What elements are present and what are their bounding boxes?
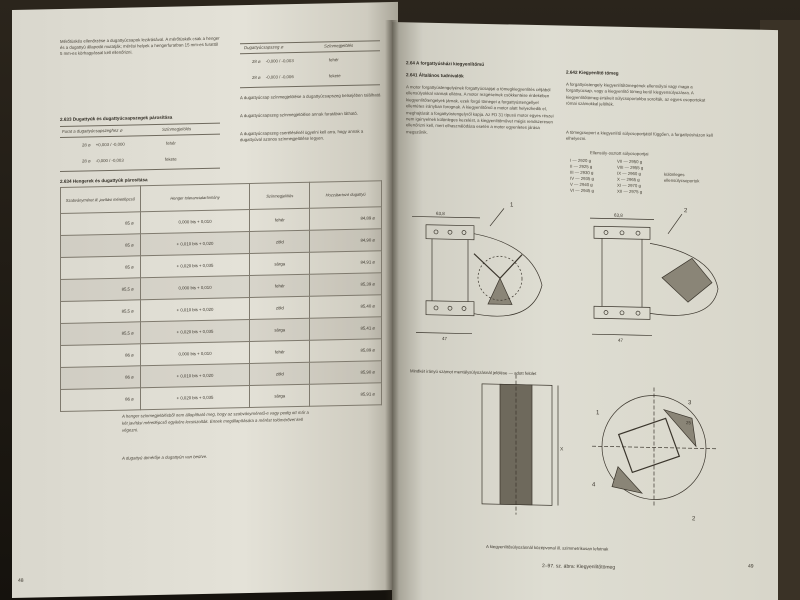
table-row [82,157,177,165]
table-row: 85,5 ⌀ + 0,020 bis + 0,035 sárga 85,41 ⌀ [61,317,382,346]
rule [240,84,380,88]
drawing-caption-top: Mindkét irányú számot mentálysúlyozásnál jelölése — adott felület [410,368,537,377]
section-2633-title: 2.633 Dugattyúk és dugattyúcsapszegek párosítása [60,114,173,122]
section-264-paragraph: A motor forgattyústengelyének forgattyúcsapjai a tömegkiegyenlítés céljából ellensúlyokkal vannak ellátva. A motor rezgéseinek csökkentése érdekében kiegyenlítőtengelyek járnak, ezek forgó tömegei a forgattyústengellyel ellentétes irányban forognak. A kiegyenlítőmű a motor alatt helyezkedik el, meghajtását a forgattyústengelyről kapja. Az FD 31 típusú motor egyes részei nem igényelnek különleges kezelést, a kiegyenlítőművet mégis rendszeresen ellenőrizni kell, mert elhasználódása esetén a motor egyenletes járása megszűnik. [406,84,554,135]
callout-number: 1 [596,410,600,417]
section-2642-para2: A tömegcsoport a kiegyenlítő súlycsoportjától függően, a forgattyúsházon kell elhelyezni. [566,129,713,142]
tolerance: -0,000 / -0,003 [95,157,124,164]
callout-number: 3 [688,400,692,407]
table-row [82,141,176,149]
table-row: 85 ⌀ 0,000 bis + 0,010 fehér 84,89 ⌀ [61,207,382,236]
special-groups-note: különleges ellensúlycsoportok [664,171,700,184]
section-2642-title: 2.642 Kiegyenlítő tömeg [566,69,619,76]
bore-value: 28 ⌀ [82,158,91,164]
weight-group-right: VII — 2950 g VIII — 2955 g IX — 2960 g X — 2965 g XI — 2970 g XII — 2975 g [617,158,644,195]
note-cylinder-marking: A henger színmegjelölésből nem állapítható meg, hogy az szabványméretű-e vagy pedig ott már a két javítási méretlépcső egyikére lecsiszolták. Ennek megállapítására a mérést tolómérővel kell végezni. [122,409,309,433]
section-2642-paragraph: A forgattyústengely kiegyenlítőtömegének ellensúlyai vagy maga a forgattyúcsap, vagy a kiegyenlítő tömeg kerül kiegyensúlyozásra. A kiegyenlítőtömeg értékeit súlycsoportokba sorolták, az egyes csoportokat római számokkal jelölték. [566,81,706,107]
callout-number: 4 [592,482,596,489]
note-piston-diameter: A dugattyú átmérője a dugattyún van beütve. [122,453,208,461]
balance-weight-drawing [392,192,778,580]
section-2633-col2: Színmegjelölés [162,126,192,132]
table-row: 86 ⌀ + 0,020 bis + 0,035 sárga 85,91 ⌀ [61,383,382,412]
drawing-part [432,239,468,302]
table-row: 86 ⌀ + 0,010 bis + 0,020 zöld 85,90 ⌀ [61,361,382,390]
section-2634-title: 2.634 Hengerek és dugattyúk párosítása [60,177,148,184]
rule [60,168,220,172]
column-header: Színmegjelölés [250,182,310,209]
book-gutter [385,20,399,600]
pin-col1: Dugattyúcsapszeg ⌀ [244,44,284,51]
column-header: Szabványméret ill. javítási méretlépcső [61,186,141,214]
intro-paragraph: Mérőtüskés ellenőrzése a dugattyúcsapok lezárásával. A mérőtüskék csak a henger és a dugattyú állapotát mutatják; mérési helyek a hengerfuratban 15 mm-es furattól 5 mm-es körhagyással kell ellenőrizni. [60,35,220,56]
rule [60,123,220,127]
hatched-section [488,278,512,305]
table-row: 85,5 ⌀ 0,000 bis + 0,010 fehér 85,39 ⌀ [61,273,382,302]
right-page [392,22,778,600]
dimension-label: 25 [686,420,692,426]
dimension-label: 47 [442,336,448,342]
pin-text-3: A dugattyúcsapszeg cserélésénél ügyelni kell arra, hogy annak a dugattyúval azonos színmegjelölése legyen. [240,128,364,143]
svg-text:63,8: 63,8 [614,212,623,218]
callout-number: 2 [684,208,688,215]
pin-text-1: A dugattyúcsap színmegjelölése a dugattyúcsapszeg belsejében található. [240,92,382,101]
pin-col2: Színmegjelölés [324,42,354,49]
column-header: Henger toleranciatartomány [140,184,250,212]
color-mark: fekete [164,156,177,162]
rule [240,50,380,54]
weight-table-title: Ellensúly-osztott súlycsoportjai [590,150,649,157]
bore-value: 28 ⌀ [82,142,91,148]
table-row: 86 ⌀ 0,000 bis + 0,010 fehér 85,89 ⌀ [61,339,382,368]
drawing-part [426,225,474,240]
section-2633-col1: Furat a dugattyúcsapszeghez ⌀ [62,127,123,134]
column-header: Hozzátartozó dugattyú [310,181,382,209]
cylinder-piston-table [60,180,382,412]
tolerance: +0,003 / -0,000 [95,141,125,148]
table-row: 28 ⌀ -0,000 / -0,003 fehér [252,57,339,64]
weight-group-left: I — 2920 g II — 2925 g III — 2930 g IV — 2935 g V — 2940 g VI — 2945 g [570,157,594,194]
callout-number: 1 [510,202,514,209]
table-row: 85 ⌀ + 0,020 bis + 0,035 sárga 84,91 ⌀ [61,251,382,280]
left-page [12,2,398,598]
table-row: 28 ⌀ -0,003 / -0,006 fekete [252,73,341,80]
drawing-caption-bottom: A kiegyenlítősúlyozásnál középvonal ill. szimmetrikusan lefutnak [486,543,609,552]
rule [240,40,380,44]
section-2641-title: 2.641 Általános tudnivalók [406,72,464,79]
section-264-title: 2.64 A forgattyúsházi kiegyenlítőmű [406,60,485,67]
table-row: 85 ⌀ + 0,010 bis + 0,020 zöld 84,90 ⌀ [61,229,382,258]
dimension-label: 63,8 [436,210,445,217]
page-number-left: 48 [18,577,24,584]
page-number-right: 49 [748,563,754,570]
table-row: 85,5 ⌀ + 0,010 bis + 0,020 zöld 85,40 ⌀ [61,295,382,324]
drawing-part [426,301,474,316]
svg-text:47: 47 [618,337,624,343]
figure-caption: 2–97. sz. ábra: Kiegyenlítőtömeg [542,563,616,571]
dimension-label: X [560,446,564,453]
callout-number: 2 [692,516,696,523]
color-mark: fehér [166,140,176,146]
pin-text-2: A dugattyúcsapszeg színmegjelölése annak furatában látható. [240,110,359,119]
